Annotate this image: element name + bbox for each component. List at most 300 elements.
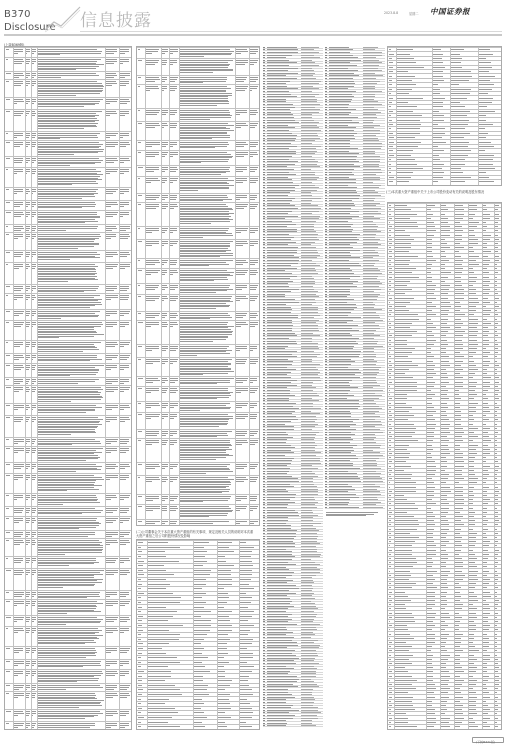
row-number [263,530,265,531]
cell-text [38,693,104,709]
cell-text [26,158,30,167]
fund-name [267,356,297,357]
cell-text [32,723,36,729]
fund-name [329,416,351,417]
fund-name [267,343,297,344]
cell-text [26,387,30,403]
cell-text [120,711,130,721]
row-number [263,265,265,266]
table-row [5,79,131,97]
fund-name [329,52,350,53]
fund-name [267,276,297,277]
cell-text [14,617,24,626]
cell-text [14,518,24,530]
fund-name [329,55,353,56]
fund-name [329,226,351,227]
row-number [263,712,265,713]
fund-code [301,296,319,297]
cell-text [106,311,118,320]
row-number [263,562,265,563]
row-number [263,595,265,596]
cell-text [180,152,234,165]
cell-text [170,378,178,386]
cell-text [170,477,178,494]
fund-name [329,244,350,245]
table-row [5,363,131,377]
fund-code [301,68,312,69]
fund-code [301,660,314,661]
row-number [325,289,327,290]
cell-text [162,110,168,121]
row-number [325,101,327,102]
row-number [325,348,327,349]
fund-name [329,447,353,448]
fund-name [329,481,361,482]
cell-text [250,440,258,462]
row-number [325,205,327,206]
row-number [263,627,265,628]
fund-name [267,291,291,292]
row-number [325,159,327,160]
cell-text [180,60,234,75]
table-row [137,47,259,58]
fund-code [301,218,319,219]
fund-name [329,78,353,79]
cell-text [236,322,248,344]
fund-code [301,101,317,102]
row-number [325,439,327,440]
fund-name [267,268,297,269]
fund-code [301,720,312,721]
cell-text [32,142,36,156]
fund-code [301,452,321,453]
fund-code [301,169,311,170]
row-number [325,148,327,149]
row-number [263,510,265,511]
cell-text [162,464,168,475]
fund-name [267,499,290,500]
fund-code [301,125,317,126]
fund-code [301,460,320,461]
row-number [325,270,327,271]
fund-name [329,400,359,401]
row-number [325,127,327,128]
cell-text [162,49,168,58]
fund-code [301,536,318,537]
row-number [325,369,327,370]
row-number [325,153,327,154]
fund-code [363,185,381,186]
row-number [325,107,327,108]
row-number [263,96,265,97]
cell-text [14,601,24,615]
cell-text [170,521,178,525]
section-english-title: Disclosure [4,22,56,33]
cell-text [180,521,234,525]
fund-code [363,91,382,92]
cell-text [14,693,24,709]
cell-text [32,342,36,353]
cell-text [138,414,144,429]
cell-text [6,508,12,516]
row-number [325,221,327,222]
fund-code [301,606,316,607]
row-number [263,434,265,435]
share-change-table-right [387,202,502,730]
cell-text [38,711,104,721]
fund-name [329,159,356,160]
fund-code [363,481,383,482]
fund-name [267,650,295,651]
fund-name [267,309,292,310]
cell-text [120,558,130,568]
row-number [263,244,265,245]
fund-code [363,364,376,365]
fund-name [267,705,293,706]
cell-text [26,495,30,506]
fund-code [301,504,315,505]
fund-code [363,159,380,160]
row-number [263,242,265,243]
fund-name [267,413,292,414]
row-number [263,629,265,630]
cell-text [38,81,104,97]
cell-text [6,558,12,568]
row-number [263,559,265,560]
fund-code [301,192,311,193]
fund-code [363,315,379,316]
row-number [325,426,327,427]
cell-text [26,264,30,284]
fund-name [267,382,291,383]
row-number [325,120,327,121]
row-number [325,465,327,466]
fund-name [267,330,292,331]
cell-text [26,518,30,530]
cell-text [38,322,104,340]
row-number [263,406,265,407]
cell-text [146,241,160,258]
fund-code [301,494,318,495]
fund-code [301,426,315,427]
row-number [263,598,265,599]
cell-text [138,204,144,226]
fund-code [301,159,315,160]
row-number [263,608,265,609]
fund-code [301,247,316,248]
fund-code [363,416,380,417]
fund-name [267,645,298,646]
cell-text [240,726,258,729]
cell-text [14,264,24,284]
fund-code [301,689,313,690]
fund-name [267,543,295,544]
cell-text [120,628,130,646]
cell-text [236,296,248,311]
fund-name [267,55,292,56]
row-number [325,198,327,199]
fund-code [301,70,314,71]
issue-date: 2023.8.8 [384,11,399,15]
fund-code [363,385,380,386]
table-row [137,226,259,239]
fund-name [329,426,350,427]
cell-text [170,228,178,239]
cell-text [120,111,130,131]
row-number [263,437,265,438]
fund-code [301,562,315,563]
cell-text [250,378,258,386]
fund-name [267,99,286,100]
row-number [325,94,327,95]
row-number [263,580,265,581]
row-number [263,57,265,58]
table-row [5,437,131,446]
row-number [325,486,327,487]
fund-code [301,252,318,253]
fund-code [301,502,318,503]
table-row [137,294,259,311]
fund-name [329,263,359,264]
cell-text [180,167,234,176]
fund-name [267,104,293,105]
cell-text [236,110,248,121]
fund-name [329,452,351,453]
fund-name [329,250,360,251]
fund-name [329,62,350,63]
fund-name [267,146,297,147]
fund-code [301,190,317,191]
row-number [325,231,327,232]
cell-text [32,49,36,57]
fund-code [363,507,383,508]
cell-text [26,234,30,250]
row-number [263,577,265,578]
cell-text [14,342,24,353]
cell-text [146,477,160,494]
fund-code [301,304,312,305]
row-number [263,49,265,50]
fund-code [363,494,381,495]
cell-text [170,60,178,75]
fund-name [267,88,298,89]
row-number [263,320,265,321]
fund-name [267,528,291,529]
cell-text [26,295,30,309]
fund-code [301,281,315,282]
cell-text [6,311,12,320]
cell-text [170,123,178,140]
row-number [263,471,265,472]
row-number [325,390,327,391]
fund-code [363,257,373,258]
row-number [263,564,265,565]
cell-text [106,628,118,646]
fund-code [301,146,321,147]
row-number [325,130,327,131]
table-row [5,415,131,437]
fund-name [329,486,352,487]
row-number [325,421,327,422]
fund-code [363,133,380,134]
cell-text [483,726,493,728]
row-number [263,694,265,695]
table-row [137,165,259,176]
fund-code [363,437,376,438]
cell-text [26,59,30,71]
cell-text [180,440,234,462]
row-number [325,364,327,365]
fund-code [363,213,381,214]
fund-name [267,242,296,243]
fund-code [301,343,318,344]
fund-code [301,268,315,269]
right-section-title: (三)本次重大资产重组中关于上市公司股份变动有关的说明及股东情况 [386,190,485,194]
list-item [325,506,385,509]
table-row [5,691,131,709]
cell-text [180,110,234,121]
fund-code [363,130,380,131]
fund-code [301,478,313,479]
cell-text [26,601,30,615]
cell-text [106,495,118,506]
row-number [263,195,265,196]
fund-name [329,307,357,308]
fund-code [363,320,383,321]
cell-text [120,518,130,530]
row-number [263,169,265,170]
fund-name [267,640,292,641]
row-number [325,491,327,492]
fund-name [267,390,290,391]
fund-code [301,278,314,279]
fund-name [267,421,291,422]
newspaper-logo: 中国证券报 [430,7,470,16]
fund-code [301,361,312,362]
row-number [263,309,265,310]
row-number [325,296,327,297]
cell-text [26,202,30,210]
cell-text [250,178,258,193]
fund-name [267,169,294,170]
row-number [325,263,327,264]
fund-name [267,632,293,633]
row-number [263,122,265,123]
fund-name [267,299,295,300]
row-number [263,133,265,134]
fund-name [267,187,295,188]
row-number [263,99,265,100]
cell-text [236,440,248,462]
fund-name [267,320,292,321]
fund-name [267,601,292,602]
row-number [263,429,265,430]
cell-text [236,403,248,412]
cell-text [180,270,234,283]
row-number [325,52,327,53]
fund-code [301,81,321,82]
fund-name [267,57,286,58]
row-number [325,260,327,261]
fund-name [267,286,289,287]
fund-name [329,86,354,87]
fund-name [267,47,297,48]
row-number [325,91,327,92]
fund-code [363,361,377,362]
cell-text [14,540,24,556]
cell-text [38,495,104,506]
fund-name [329,338,359,339]
fund-code [363,356,376,357]
fund-name [267,117,294,118]
fund-name [267,546,295,547]
fund-name [267,289,299,290]
row-number [325,276,327,277]
cell-text [236,142,248,150]
cell-text [26,671,30,683]
fund-name [267,81,290,82]
cell-text [32,508,36,516]
row-number [325,229,327,230]
table-row [137,401,259,412]
cell-text [162,241,168,258]
row-number [263,372,265,373]
row-number [263,515,265,516]
fund-name [267,577,286,578]
cell-text [32,365,36,377]
fund-code [301,655,318,656]
row-number [263,125,265,126]
fund-name [267,140,295,141]
fund-name [267,424,285,425]
row-number [263,380,265,381]
fund-code [363,192,378,193]
fund-code [301,723,312,724]
row-number [325,468,327,469]
fund-code [363,114,376,115]
cell-text [26,405,30,415]
row-number [263,270,265,271]
fund-name [267,634,286,635]
fund-code [301,413,320,414]
cell-text [180,464,234,475]
row-number [263,65,265,66]
cell-text [14,311,24,320]
cell-text [138,346,144,357]
fund-name [329,70,358,71]
fund-code [363,99,374,100]
row-number [325,114,327,115]
fund-name [267,569,289,570]
fund-name [329,164,354,165]
cell-text [32,81,36,97]
row-number [325,341,327,342]
cell-text [6,365,12,377]
fund-code [301,208,321,209]
row-number [263,278,265,279]
cell-text [6,111,12,131]
cell-text [38,558,104,568]
cell-text [14,723,24,729]
fund-name [267,351,297,352]
cell-text [138,726,146,729]
cell-text [26,212,30,224]
fund-name [329,75,359,76]
fund-code [301,679,311,680]
fund-code [363,499,378,500]
fund-name [267,135,297,136]
cell-text [120,189,130,200]
